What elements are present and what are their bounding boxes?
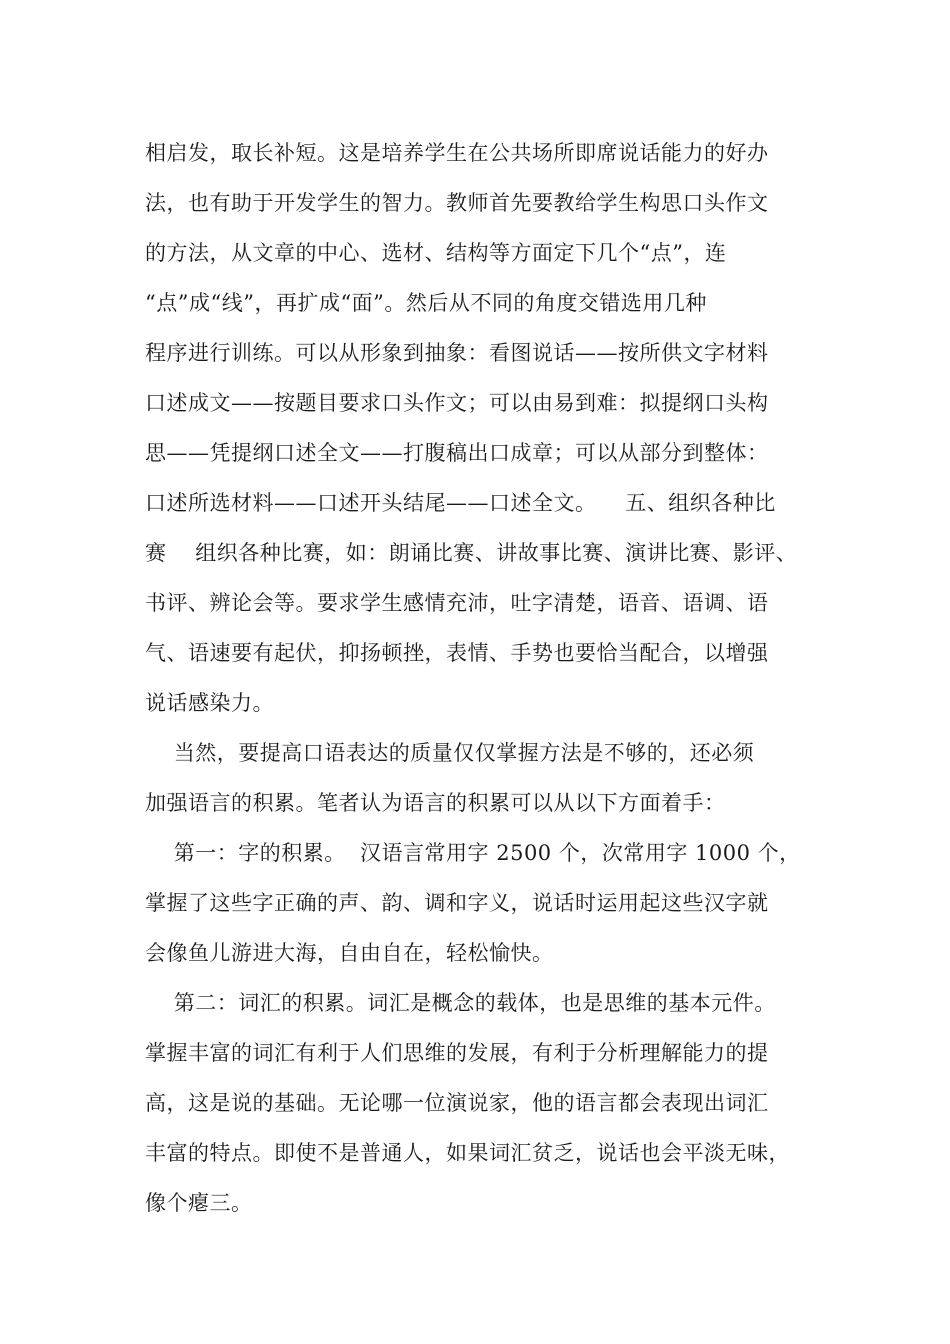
paragraph-language-accumulation — [145, 728, 815, 828]
text-line: “点”成“线”，再扩成“面”。然后从不同的角度交错选用几种 — [145, 291, 707, 315]
text-line: 口述所选材料——口述开头结尾——口述全文。 五、组织各种比 — [145, 491, 776, 515]
text-line: 程序进行训练。可以从形象到抽象：看图说话——按所供文字材料 — [145, 341, 769, 365]
text-line: 相启发，取长补短。这是培养学生在公共场所即席说话能力的好办 — [145, 141, 769, 165]
text-line: 当然，要提高口语表达的质量仅仅掌握方法是不够的，还必须 — [145, 741, 755, 765]
text-line: 高，这是说的基础。无论哪一位演说家，他的语言都会表现出词汇 — [145, 1091, 769, 1115]
text-line: 思——凭提纲口述全文——打腹稿出口成章；可以从部分到整体： — [145, 441, 769, 465]
text-line: 像个瘪三。 — [145, 1191, 253, 1215]
paragraph-character-accumulation — [145, 828, 815, 978]
text-line: 气、语速要有起伏，抑扬顿挫，表情、手势也要恰当配合，以增强 — [145, 641, 769, 665]
text-line: 的方法，从文章的中心、选材、结构等方面定下几个“点”，连 — [145, 241, 727, 265]
text-line: 法，也有助于开发学生的智力。教师首先要教给学生构思口头作文 — [145, 191, 769, 215]
text-line: 第二：词汇的积累。词汇是概念的载体，也是思维的基本元件。 — [145, 991, 776, 1015]
text-line: 赛 组织各种比赛，如：朗诵比赛、讲故事比赛、演讲比赛、影评、 — [145, 541, 798, 565]
text-line: 掌握了这些字正确的声、韵、调和字义，说话时运用起这些汉字就 — [145, 891, 769, 915]
paragraph-speaking-training — [145, 128, 815, 728]
text-line: 丰富的特点。即使不是普通人，如果词汇贫乏，说话也会平淡无味， — [145, 1141, 790, 1165]
text-line: 口述成文——按题目要求口头作文；可以由易到难：拟提纲口头构 — [145, 391, 769, 415]
text-line: 第一：字的积累。 汉语言常用字 2500 个，次常用字 1000 个， — [145, 841, 801, 865]
text-line: 掌握丰富的词汇有利于人们思维的发展，有利于分析理解能力的提 — [145, 1041, 769, 1065]
text-line: 书评、辨论会等。要求学生感情充沛，吐字清楚，语音、语调、语 — [145, 591, 769, 615]
text-line: 说话感染力。 — [145, 691, 274, 715]
text-line: 加强语言的积累。笔者认为语言的积累可以从以下方面着手： — [145, 791, 726, 815]
text-line: 会像鱼儿游进大海，自由自在，轻松愉快。 — [145, 941, 554, 965]
paragraph-vocabulary-accumulation — [145, 978, 815, 1228]
